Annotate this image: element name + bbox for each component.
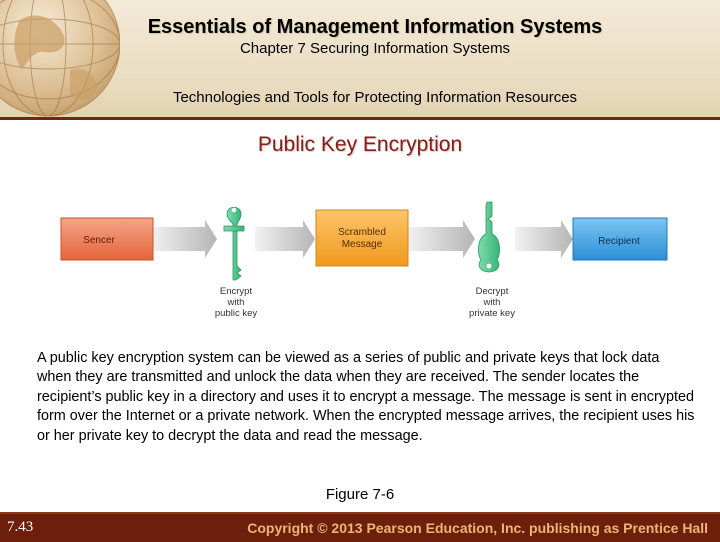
header-divider xyxy=(0,117,720,120)
arrow-sender-to-key xyxy=(151,220,217,258)
arrow-message-to-key xyxy=(407,220,475,258)
copyright-notice: Copyright © 2013 Pearson Education, Inc. publishing as Prentice Hall xyxy=(247,520,708,536)
slide-footer xyxy=(0,512,720,542)
scrambled-message-box xyxy=(316,210,408,266)
course-title: Essentials of Management Information Systems xyxy=(147,16,603,38)
slide-title: Public Key Encryption xyxy=(257,133,463,156)
figure-caption: Figure 7-6 xyxy=(325,486,395,503)
figure-description: A public key encryption system can be viewed as a series of public and private keys that lock data when they are transmitted and unlock the data when they are received. The sender locates the recipient’s public key in a directory and uses it to encrypt a message. The message is sent in encrypted form over the Internet or a private network. When the encrypted message arrives, the recipient uses his or her private key to decrypt the data and read the message. xyxy=(37,350,695,444)
encrypt-caption-3: public key xyxy=(214,308,258,319)
decrypt-caption-1: Decrypt xyxy=(475,286,509,297)
encrypt-caption-2: with xyxy=(227,297,245,308)
decrypt-caption-3: private key xyxy=(469,308,515,319)
chapter-title: Chapter 7 Securing Information Systems xyxy=(239,40,511,57)
public-key-icon xyxy=(224,207,244,280)
scrambled-label-2: Message xyxy=(341,239,383,250)
slide-header xyxy=(0,0,720,118)
arrow-key-to-recipient xyxy=(515,220,573,258)
arrow-key-to-message xyxy=(255,220,315,258)
sender-label: Sencer xyxy=(83,235,115,246)
public-key-encryption-diagram xyxy=(55,200,675,322)
scrambled-label-1: Scrambled xyxy=(338,227,386,238)
private-key-icon xyxy=(478,202,499,272)
page-number: 7.43 xyxy=(7,519,34,535)
decrypt-caption-2: with xyxy=(483,297,501,308)
section-title: Technologies and Tools for Protecting Information Resources xyxy=(172,89,578,106)
diagram-svg xyxy=(55,200,675,322)
recipient-label: Recipient xyxy=(598,236,640,247)
encrypt-caption-1: Encrypt xyxy=(219,286,253,297)
